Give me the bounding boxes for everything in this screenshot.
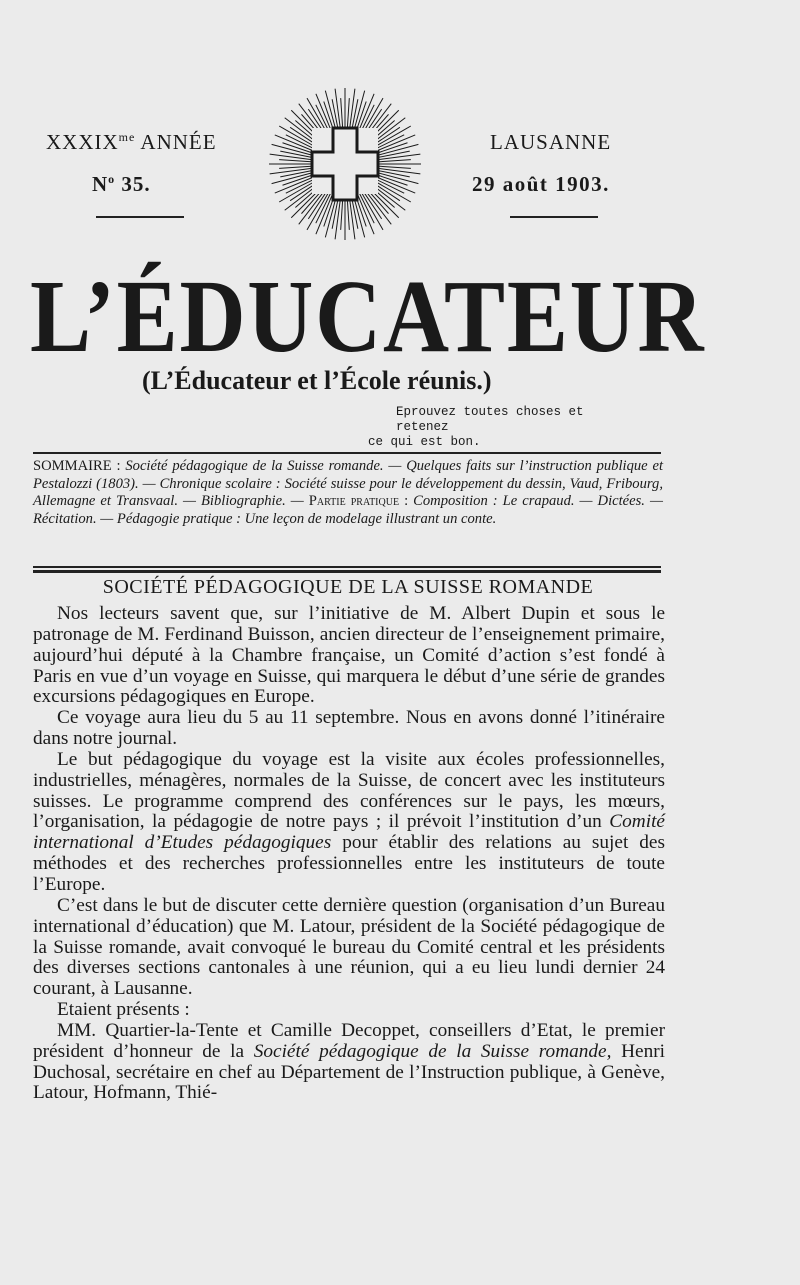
motto-line-2: ce qui est bon. <box>368 435 481 449</box>
city-label: LAUSANNE <box>490 130 612 154</box>
motto <box>368 405 638 450</box>
article-heading: SOCIÉTÉ PÉDAGOGIQUE DE LA SUISSE ROMANDE <box>102 576 594 598</box>
sommaire-item: Récitation. — <box>33 510 114 527</box>
sommaire-label: SOMMAIRE : <box>33 458 121 474</box>
right-header-rule <box>510 216 598 218</box>
sommaire-item: Partie pratique : <box>308 493 409 509</box>
journal-subtitle: (L’Éducateur et l’École réunis.) <box>142 366 492 395</box>
issue-label: $N^o$ 35. <box>92 172 151 196</box>
paragraph: Le but pédagogique du voyage est la visite aux écoles professionnelles, industrielles, ménagères, normales de la Suisse, de concert avec les instituteurs suisses. Le programme comprend des conférences sur le pays, les mœurs, l’organisation, la pédagogie de notre pays ; il prévoit l’institution d’un Comité international d’Etudes pédagogiques pour établir des relations au sujet des méthodes et des recherches professionnelles entre les instituteurs de toute l’Europe. <box>33 748 665 895</box>
sunburst-ray <box>360 190 383 230</box>
journal-title: L’ÉDUCATEUR <box>30 259 706 374</box>
sunburst-ray <box>307 190 330 230</box>
sommaire-item: Société suisse pour le développement du dessin, Vaud, Fribourg, Allemagne et Transvaal. — <box>33 475 663 509</box>
year-label: $XXXIX^{me}$ ANNÉE <box>46 130 217 154</box>
paragraph: Etaient présents : <box>57 999 190 1021</box>
paragraph: MM. Quartier-la-Tente et Camille Decoppet, conseillers d’Etat, le premier président d’honneur de la Société pédagogique de la Suisse romande, Henri Duchosal, secrétaire en chef au Département de l’Instruction publique, à Genève, Latour, Hofmann, Thié- <box>33 1019 665 1104</box>
sommaire-item: Quelques faits sur l’instruction publique et Pestalozzi (1803). — <box>33 458 663 492</box>
sunburst-ray <box>375 166 411 168</box>
sommaire-item: Composition : Le crapaud. — <box>413 493 593 509</box>
sunburst-ray <box>375 160 411 162</box>
sommaire-item: Dictées. — <box>597 493 663 509</box>
article-body <box>33 604 665 1104</box>
sommaire-top-rule <box>33 452 661 454</box>
sommaire <box>33 458 663 528</box>
paragraph: Nos lecteurs savent que, sur l’initiative de M. Albert Dupin et sous le patronage de M. Ferdinand Buisson, ancien directeur de l’enseignement primaire, aujourd’hui député à la Chambre française, un Comité d’action s’est fondé à Paris en vue d’un voyage en Suisse, qui marquera le début d’une série de grandes excursions pédagogiques en Europe. <box>33 603 665 708</box>
sommaire-item: Pédagogie pratique : Une leçon de modelage illustrant un conte. <box>116 510 497 527</box>
date-label: 29 août 1903. <box>472 172 610 196</box>
sommaire-bottom-rule-1 <box>33 566 661 568</box>
sommaire-item: Chronique scolaire : <box>159 475 281 492</box>
paragraph: C’est dans le but de discuter cette dernière question (organisation d’un Bureau international d’éducation) que M. Latour, président de la Société pédagogique de la Suisse romande, avait convoqué le bureau du Comité central et les présidents des diverses sections cantonales à une réunion, qui a eu lieu lundi dernier 24 courant, à Lausanne. <box>33 894 665 1000</box>
left-header-rule <box>96 216 184 218</box>
sommaire-bottom-rule-2 <box>33 570 661 573</box>
swiss-cross-emblem <box>268 84 422 244</box>
sommaire-item: Société pédagogique de la Suisse romande. — <box>125 458 402 474</box>
paragraph: Ce voyage aura lieu du 5 au 11 septembre. Nous en avons donné l’itinéraire dans notre journal. <box>33 707 665 750</box>
sunburst-ray <box>279 160 315 162</box>
motto-line-1: Eprouvez toutes choses et retenez <box>396 405 584 434</box>
sommaire-item: Bibliographie. — <box>201 493 304 509</box>
sunburst-ray <box>279 166 315 168</box>
